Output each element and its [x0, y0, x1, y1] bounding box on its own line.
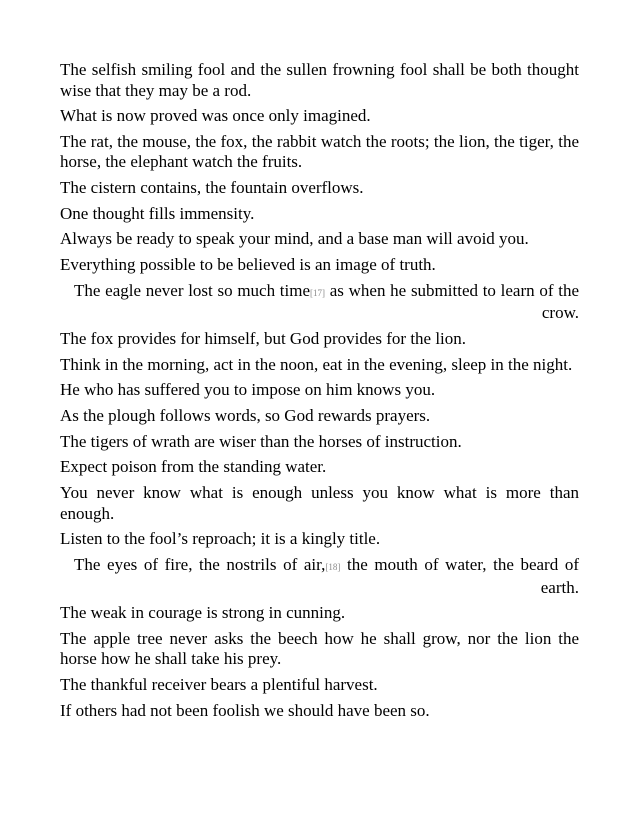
proverb-15: You never know what is enough unless you know what is more than enough. — [60, 483, 579, 523]
proverb-8-text-before: The eagle never lost so much time — [74, 280, 311, 300]
proverb-3: The rat, the mouse, the fox, the rabbit watch the roots; the lion, the tiger, the horse, the elephant watch the fruits. — [60, 131, 579, 172]
proverb-6: Always be ready to speak your mind, and a base man will avoid you. — [60, 229, 529, 249]
proverbs-text — [60, 60, 579, 726]
proverb-21: If others had not been foolish we should have been so. — [60, 700, 430, 720]
proverb-17 — [60, 555, 579, 598]
proverb-11: He who has suffered you to impose on him knows you. — [60, 380, 436, 400]
proverb-8-text-after: as when he submitted to learn of the crow. — [325, 280, 580, 323]
proverb-19: The apple tree never asks the beech how he shall grow, nor the lion the horse how he shall take his prey. — [60, 628, 579, 669]
proverb-13: The tigers of wrath are wiser than the horses of instruction. — [60, 431, 462, 451]
proverb-20: The thankful receiver bears a plentiful harvest. — [60, 675, 378, 695]
proverb-18: The weak in courage is strong in cunning. — [60, 603, 346, 623]
proverb-14: Expect poison from the standing water. — [60, 457, 327, 477]
proverb-8 — [60, 281, 579, 324]
proverb-2: What is now proved was once only imagined. — [60, 106, 371, 126]
proverb-17-text-after: the mouth of water, the beard of earth. — [340, 555, 579, 597]
proverb-1: The selfish smiling fool and the sullen frowning fool shall be both thought wise that they may be a rod. — [60, 60, 579, 100]
proverb-7: Everything possible to be believed is an image of truth. — [60, 255, 436, 275]
proverb-10: Think in the morning, act in the noon, eat in the evening, sleep in the night. — [60, 354, 573, 374]
proverb-12: As the plough follows words, so God rewards prayers. — [60, 406, 431, 426]
proverb-5: One thought fills immensity. — [60, 203, 255, 223]
proverb-9: The fox provides for himself, but God provides for the lion. — [60, 329, 467, 348]
proverb-16: Listen to the fool’s reproach; it is a kingly title. — [60, 529, 381, 549]
proverb-4: The cistern contains, the fountain overflows. — [60, 178, 364, 198]
proverb-17-text-before: The eyes of fire, the nostrils of air, — [74, 555, 326, 574]
footnote-ref-18[interactable]: [18] — [325, 562, 341, 572]
footnote-ref-17[interactable]: [17] — [310, 287, 326, 298]
